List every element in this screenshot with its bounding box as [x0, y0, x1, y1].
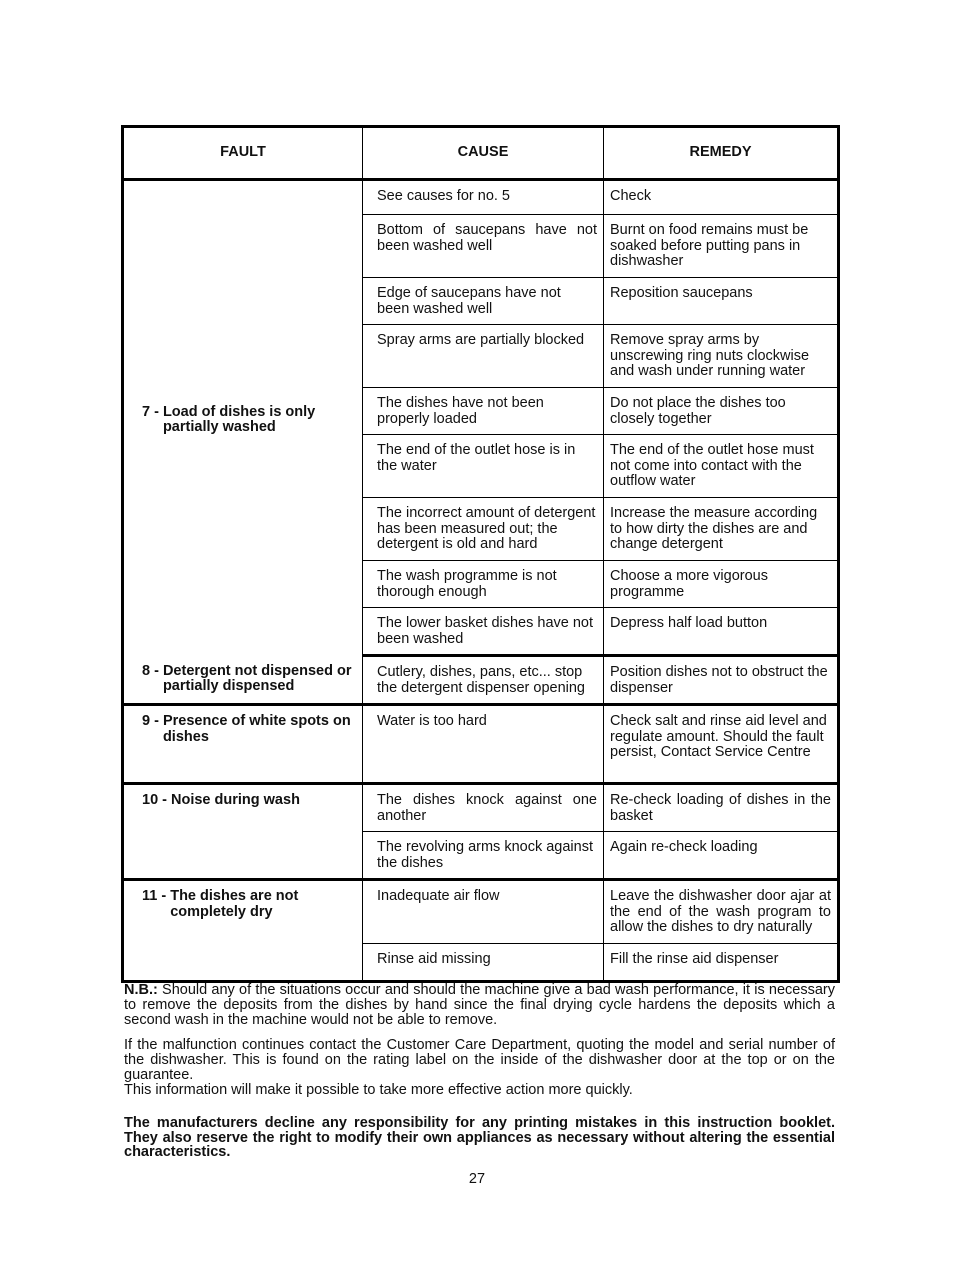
cause-cell: The dishes have not been properly loaded [363, 388, 604, 435]
cause-cell: The end of the outlet hose is in the water [363, 435, 604, 498]
nb-text: Should any of the situations occur and should the machine give a bad wash performance, it is necessary to remove the deposits from the dishes by hand since the final drying cycle hardens the deposits which a second wash in the machine would not be able to remove. [124, 982, 835, 1028]
cause-column-header: CAUSE [363, 127, 604, 180]
remedy-cell: Check salt and rinse aid level and regulate amount. Should the fault persist, Contact Service Centre [604, 705, 839, 784]
fault-number: 10 - [142, 792, 172, 808]
fault-11-cell [123, 880, 363, 982]
malfunction-note [124, 1038, 835, 1098]
cause-cell: Edge of saucepans have not been washed well [363, 278, 604, 325]
table-header-row [123, 127, 839, 180]
remedy-cell: Reposition saucepans [604, 278, 839, 325]
cause-cell: Water is too hard [363, 705, 604, 784]
cause-cell: Bottom of saucepans have not been washed well [363, 215, 604, 278]
fault-description: Detergent not dispensed or partially dispensed [162, 662, 352, 694]
table-row [123, 880, 839, 944]
malfunction-text: If the malfunction continues contact the Customer Care Department, quoting the model and serial number of the dishwasher. This is found on the rating label on the inside of the dishwasher door at the top or on the guarantee. [124, 1037, 835, 1083]
cause-cell: The revolving arms knock against the dishes [363, 832, 604, 880]
remedy-cell: Position dishes not to obstruct the dispenser [604, 656, 839, 705]
remedy-cell: Choose a more vigorous programme [604, 561, 839, 608]
fault-10-cell [123, 784, 363, 880]
fault-label [142, 664, 356, 695]
cause-cell: See causes for no. 5 [363, 180, 604, 215]
cause-cell: The incorrect amount of detergent has been measured out; the detergent is old and hard [363, 498, 604, 561]
cause-cell: The lower basket dishes have not been washed [363, 608, 604, 656]
remedy-column-header: REMEDY [604, 127, 839, 180]
cause-cell: The dishes knock against one another [363, 784, 604, 832]
fault-label [142, 405, 356, 436]
fault-number: 8 - [142, 662, 163, 679]
table-row [123, 784, 839, 832]
remedy-cell: Fill the rinse aid dispenser [604, 944, 839, 982]
page-number: 27 [468, 1171, 486, 1187]
remedy-cell: Check [604, 180, 839, 215]
remedy-cell: Re-check loading of dishes in the basket [604, 784, 839, 832]
table-row [123, 705, 839, 784]
remedy-cell: Increase the measure according to how dirty the dishes are and change detergent [604, 498, 839, 561]
fault-description: Load of dishes is only partially washed [162, 403, 316, 436]
nb-label: N.B.: [124, 982, 158, 998]
cause-cell: Spray arms are partially blocked [363, 325, 604, 388]
information-text: This information will make it possible to take more effective action more quickly. [124, 1082, 633, 1098]
fault-column-header: FAULT [123, 127, 363, 180]
nb-note [124, 983, 835, 1028]
fault-9-cell [123, 705, 363, 784]
fault-description: Noise during wash [171, 792, 300, 808]
fault-8-cell [123, 656, 363, 705]
remedy-cell: Depress half load button [604, 608, 839, 656]
remedy-cell: Remove spray arms by unscrewing ring nuts clockwise and wash under running water [604, 325, 839, 388]
remedy-cell: Burnt on food remains must be soaked before putting pans in dishwasher [604, 215, 839, 278]
disclaimer-note [124, 1116, 835, 1160]
remedy-cell: Again re-check loading [604, 832, 839, 880]
fault-label [142, 793, 356, 809]
fault-description: Presence of white spots on dishes [162, 713, 351, 745]
fault-7-cell [123, 180, 363, 656]
fault-description: The dishes are not completely dry [170, 888, 299, 920]
table-row [123, 180, 839, 215]
disclaimer-text: The manufacturers decline any responsibility for any printing mistakes in this instruction booklet. They also reserve the right to modify their own appliances as necessary without altering the essential characteristics. [124, 1115, 835, 1160]
remedy-cell: Do not place the dishes too closely together [604, 388, 839, 435]
cause-cell: The wash programme is not thorough enough [363, 561, 604, 608]
fault-number: 7 - [142, 403, 163, 420]
remedy-cell: Leave the dishwasher door ajar at the end of the wash program to allow the dishes to dry naturally [604, 880, 839, 944]
fault-number: 11 - [142, 888, 171, 904]
fault-number: 9 - [142, 713, 163, 729]
cause-cell: Cutlery, dishes, pans, etc... stop the detergent dispenser opening [363, 656, 604, 705]
troubleshooting-table [121, 125, 840, 983]
cause-cell: Rinse aid missing [363, 944, 604, 982]
remedy-cell: The end of the outlet hose must not come into contact with the outflow water [604, 435, 839, 498]
cause-cell: Inadequate air flow [363, 880, 604, 944]
fault-label [142, 714, 356, 745]
table-row [123, 656, 839, 705]
fault-label [142, 889, 356, 920]
